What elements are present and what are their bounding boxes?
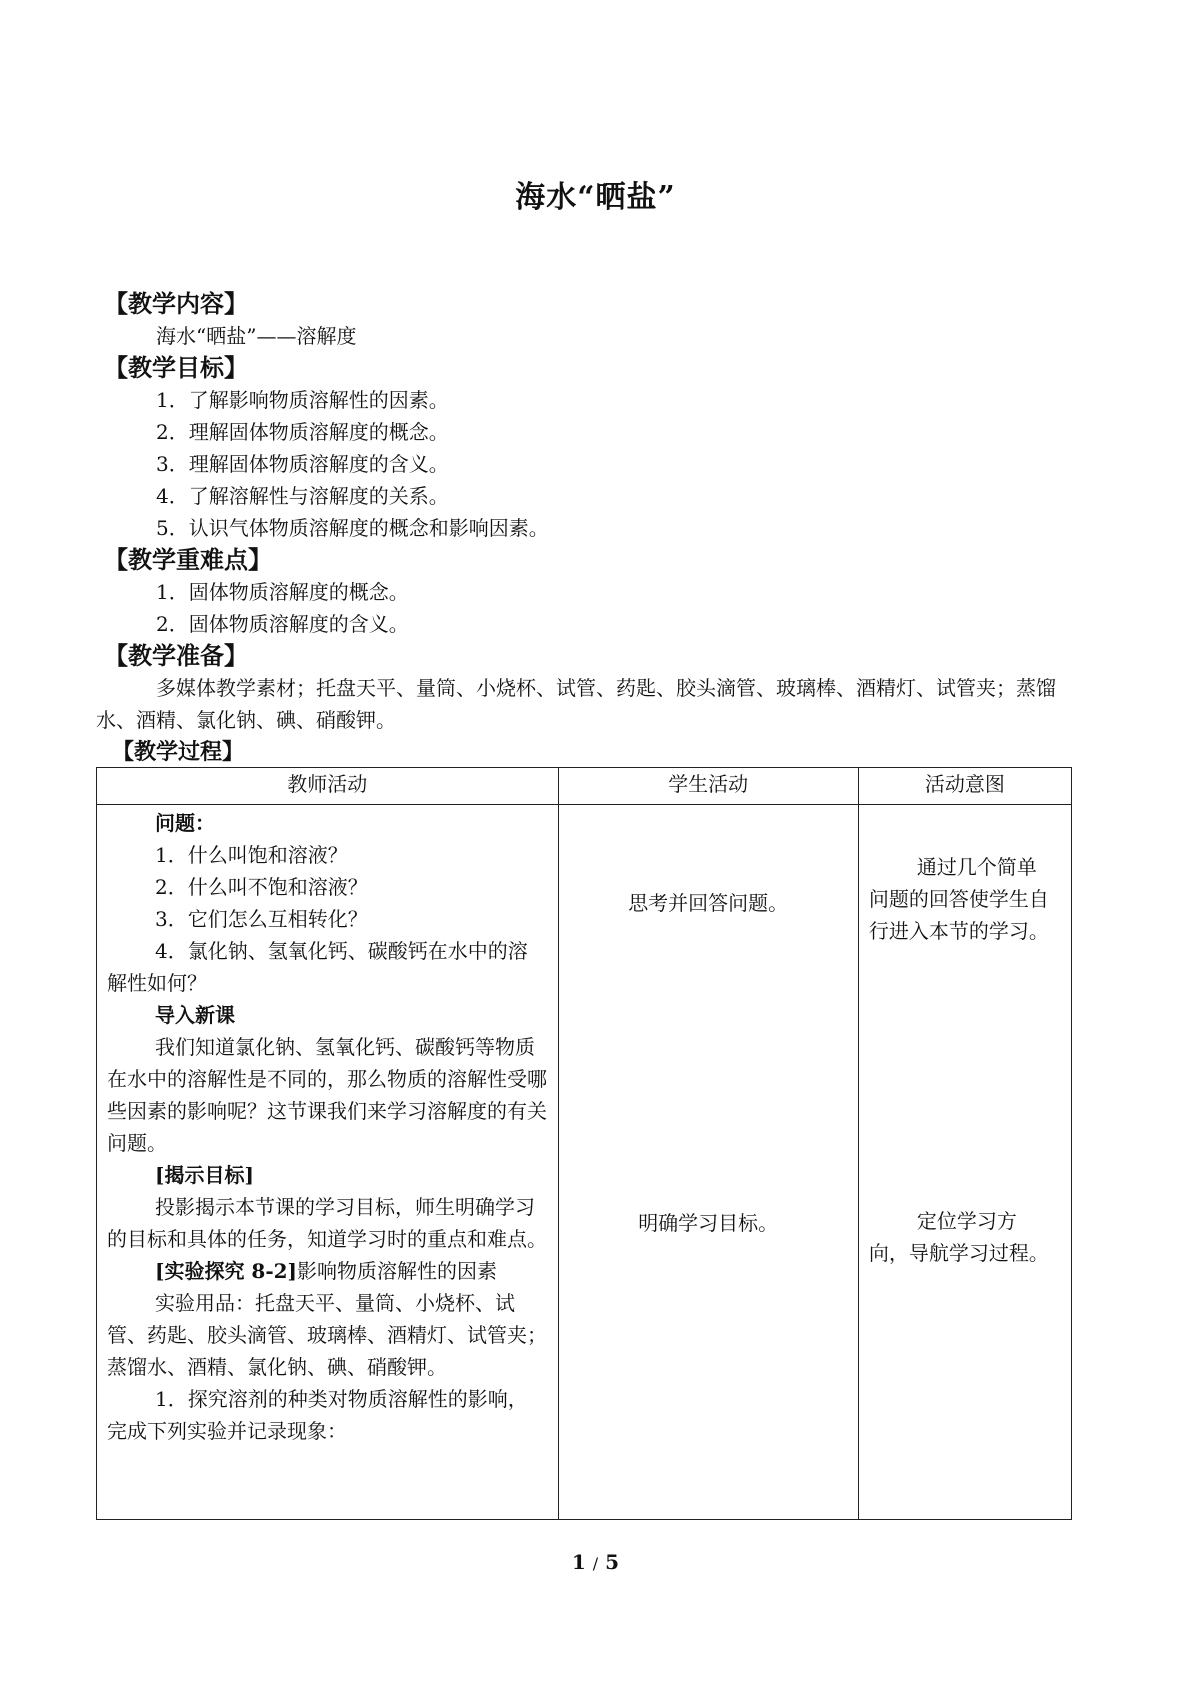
question-item: 1．什么叫饱和溶液？ — [155, 843, 348, 867]
header-student-activity: 学生活动 — [558, 768, 858, 805]
question-item: 3．它们怎么互相转化？ — [155, 907, 368, 931]
page-number — [0, 1550, 1191, 1574]
goal-item: 3．理解固体物质溶解度的含义。 — [156, 452, 449, 476]
question-item: 2．什么叫不饱和溶液？ — [155, 875, 368, 899]
section-heading-prep: 【教学准备】 — [104, 641, 248, 670]
intro-title: 导入新课 — [155, 1003, 235, 1027]
lesson-plan-body — [96, 288, 1096, 768]
table-header-row — [97, 768, 1072, 805]
experiment-title — [107, 1255, 548, 1287]
goal-item: 4．了解溶解性与溶解度的关系。 — [156, 484, 449, 508]
experiment-topic: 影响物质溶解性的因素 — [297, 1259, 498, 1283]
section-heading-goals: 【教学目标】 — [104, 353, 248, 382]
page-separator: / — [592, 1554, 599, 1573]
goal-reveal-title: [揭示目标] — [155, 1163, 254, 1187]
section-heading-content: 【教学内容】 — [104, 289, 248, 318]
activity-intent-cell — [858, 805, 1071, 1520]
header-teacher-activity: 教师活动 — [97, 768, 559, 805]
page-title: 海水“晒盐” — [515, 180, 676, 215]
prep-text: 多媒体教学素材；托盘天平、量筒、小烧杯、试管、药匙、胶头滴管、玻璃棒、酒精灯、试管夹；蒸馏水、酒精、氯化钠、碘、硝酸钾。 — [96, 676, 1056, 732]
intro-text: 我们知道氯化钠、氢氧化钙、碳酸钙等物质在水中的溶解性是不同的，那么物质的溶解性受哪些因素的影响呢？这节课我们来学习溶解度的有关问题。 — [107, 1035, 547, 1155]
student-activity-text: 明确学习目标。 — [638, 1211, 779, 1235]
goal-item: 5．认识气体物质溶解度的概念和影响因素。 — [156, 516, 549, 540]
keypoint-item: 1．固体物质溶解度的概念。 — [156, 580, 409, 604]
teacher-activity-cell — [97, 805, 559, 1520]
teaching-process-table — [96, 767, 1072, 1520]
experiment-tools: 实验用品：托盘天平、量筒、小烧杯、试管、药匙、胶头滴管、玻璃棒、酒精灯、试管夹；蒸馏水、酒精、氯化钠、碘、硝酸钾。 — [107, 1291, 547, 1379]
keypoint-item: 2．固体物质溶解度的含义。 — [156, 612, 409, 636]
section-heading-process: 【教学过程】 — [112, 739, 245, 765]
content-text: 海水“晒盐”——溶解度 — [156, 324, 357, 348]
header-activity-intent: 活动意图 — [858, 768, 1071, 805]
activity-intent-text: 定位学习方向，导航学习过程。 — [868, 1209, 1049, 1265]
question-item: 4．氯化钠、氢氧化钙、碳酸钙在水中的溶解性如何？ — [107, 939, 528, 995]
goal-item: 2．理解固体物质溶解度的概念。 — [156, 420, 449, 444]
experiment-label: [实验探究 8-2] — [155, 1259, 298, 1283]
goal-item: 1．了解影响物质溶解性的因素。 — [156, 388, 449, 412]
total-pages: 5 — [605, 1550, 620, 1574]
activity-intent-text: 通过几个简单问题的回答使学生自行进入本节的学习。 — [868, 855, 1049, 943]
questions-title: 问题： — [155, 811, 215, 835]
student-activity-cell — [558, 805, 858, 1520]
experiment-step: 1．探究溶剂的种类对物质溶解性的影响，完成下列实验并记录现象： — [107, 1387, 528, 1443]
current-page: 1 — [571, 1550, 586, 1574]
student-activity-text: 思考并回答问题。 — [628, 891, 789, 915]
table-row — [97, 805, 1072, 1520]
section-heading-keypoints: 【教学重难点】 — [104, 545, 272, 574]
goal-reveal-text: 投影揭示本节课的学习目标，师生明确学习的目标和具体的任务，知道学习时的重点和难点。 — [107, 1195, 547, 1251]
